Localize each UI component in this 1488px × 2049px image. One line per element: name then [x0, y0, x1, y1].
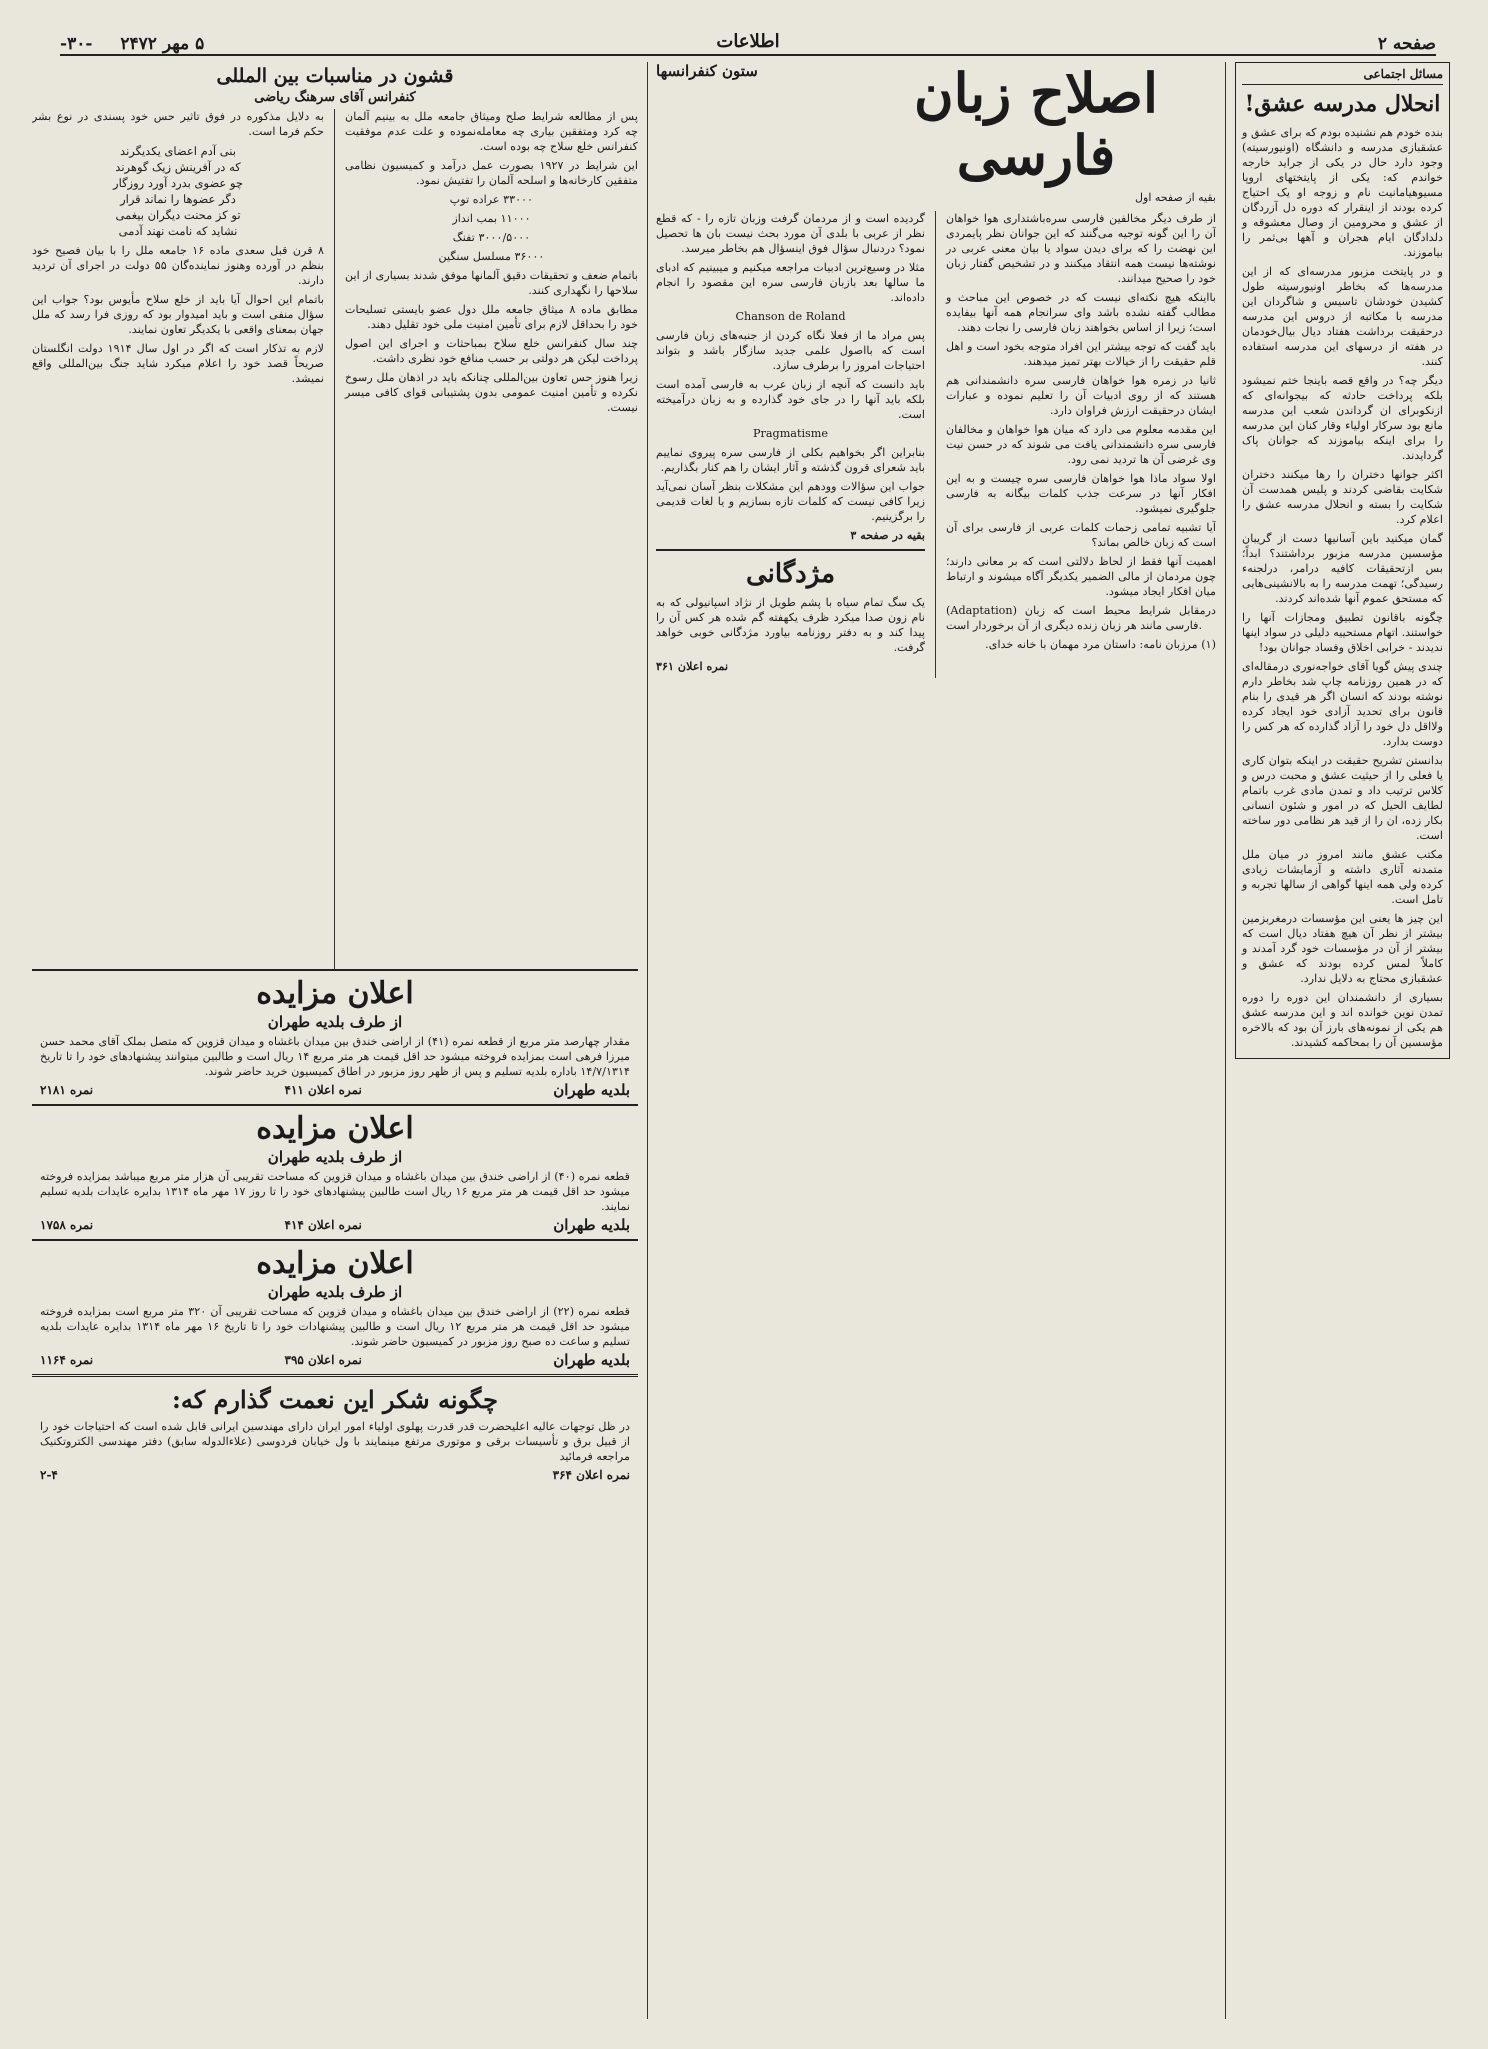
paragraph: این مقدمه معلوم می دارد که میان هوا خواهان و مخالفان فارسی سره دانشمندانی یافت می شوند که در حسن نیت وی غرضی آن ها تردید نمی رود.: [946, 423, 1216, 466]
conference-col-1: [345, 109, 638, 969]
inner-rule: [935, 211, 936, 678]
paragraph: (Adaptation) درمقابل شرایط محیط است که زبان فارسی مانند هر زبان زنده دیگری از آن برخوردار است.: [946, 604, 1216, 632]
auction-title: اعلان مزایده: [256, 1111, 414, 1146]
paragraph: بنده خودم هم نشنیده بودم که برای عشق و عشقبازی مدرسه و دانشگاه (اونیورسیته) وجود دارد حال در یکی از جراید خارجه خواندم که: یکی از پایتختهای اروپا مسیوهیامانیت نام و زوجه او یک احتیاج کرده بودند از اینقرار که دوره دل آزردگان از عشق و محرومین از وصال معشوقه و دلدادگان ایام هجران و آهها بی‌ثمر را بیاموزند.: [1242, 126, 1443, 259]
title-wrap: [856, 62, 1216, 211]
conference-body: [32, 109, 638, 969]
auction-ad-number: نمره اعلان ۳۹۵: [284, 1353, 362, 1367]
poem: [32, 143, 324, 239]
paragraph: این چیز ها یعنی این مؤسسات درمغربزمین بیشتر از نظر آن هیچ هفتاد دیال است که بیشتر از آن در مؤسسات خود گرد آمدند و کاملاً لمس کرده بودند که عشق و عشقبازی محتاج به دلایل ندارد.: [1242, 912, 1443, 985]
social-issues-box: [1235, 62, 1450, 1059]
paragraph: مطابق ماده ۸ میثاق جامعه ملل دول عضو بایستی تسلیحات خود را بحداقل لازم برای تأمین امنیت ملی خود تقلیل دهند.: [345, 303, 638, 331]
issue-date: ۵ مهر ۲۴۷۲: [120, 34, 205, 54]
paragraph: چند سال کنفرانس خلع سلاح بمباحثات و اجرای این اصول پرداخت لیکن هر دولتی بر حسب منافع خود نظری داشت.: [345, 337, 638, 365]
paragraph: اولا سواد ماذا هوا خواهان فارسی سره چیست و به این افکار آنها در سرعت جذب کلمات بیگانه به فارسی جلوگیری نمیشود.: [946, 472, 1216, 515]
reward-ad: [656, 549, 925, 674]
left-block: [32, 62, 638, 2019]
auction-ad-number: نمره اعلان ۴۱۴: [284, 1218, 362, 1232]
paragraph: ثانیا در زمره هوا خواهان فارسی سره دانشمندانی هم هستند که از روی ادبیات آن را تعلیم نموده و عبارات ایشان درحقیقت ارزش فراوان دارد.: [946, 374, 1216, 417]
paragraph: پس از مطالعه شرایط صلح ومیثاق جامعه ملل به بینیم آلمان چه کرد ومتفقین بیاری چه معامله‌نموده و علت عدم موفقیت کنفرانس خلع سلاح چه بوده است.: [345, 110, 638, 153]
auction-ad-number: نمره اعلان ۴۱۱: [284, 1083, 362, 1097]
paragraph: مثلا در وسیع‌ترین ادبیات مراجعه میکنیم و میبینیم که ادبای ما سالها بعد بازبان فارسی سره این مقصود را انجام داده‌اند.: [656, 261, 926, 304]
auction-title: اعلان مزایده: [256, 1246, 414, 1281]
poem-line: نشاید که نامت نهند آدمی: [118, 224, 238, 238]
poem-line: بنی آدم اعضای یکدیگرند: [120, 144, 236, 158]
paragraph: باید دانست که آنچه از زبان عرب به فارسی آمده است بلکه باید آنها را در جای خود گذارده و به زبان درآمیخته است.: [656, 378, 926, 421]
paragraph: اکثر جوانها دختران را رها میکنند دختران شکایت بقاضی کردند و پلیس همدست آن شکایت را بسته و انحلال مدرسه عشق را اعلام کرد.: [1242, 468, 1443, 526]
section-label: مسائل اجتماعی: [1242, 67, 1443, 85]
thanks-footer: [40, 1468, 630, 1483]
auction-footer: [40, 1353, 630, 1368]
paragraph: چندی پیش گویا آقای خواجه‌نوری درمقاله‌ای که در همین روزنامه چاپ شد بخاطر دارم نوشته بودند که انسان اگر هر قیدی را بنام قانون برای تحدید آزادی خود ایجاد کرده ولااقل دل خود را آزاد گذارده که هر کس را دوست بدارد.: [1242, 660, 1443, 748]
paragraph: چگونه باقانون تطبیق ومجازات آنها را خواستند. اتهام مستحییه دلیلی در سواد اینها ندیدند - خرابی اخلاق وفساد جوانان بود!: [1242, 611, 1443, 654]
paragraph: گردیده است و از مردمان گرفت وزبان تازه را - که قطع نظر از عربی با بلدی آن مورد بحث نیست بان ها تحصیل نمود؟ دردنبال سؤال فوق اینسؤال هم بخاطر میرسد.: [656, 212, 926, 255]
paragraph: بااینکه هیچ نکته‌ای نیست که در خصوص این مباحث و مطالب گفته نشده باشد وای سرانجام همه آنها بیفایده است؛ زیرا از اساس بخواهند زبان فارسی را نجات دهند.: [946, 291, 1216, 334]
paragraph: به دلایل مذکوره در فوق تاثیر حس خود پسندی در نوع بشر حکم فرما است.: [32, 110, 325, 138]
paragraph: زیرا هنوز حس تعاون بین‌المللی چنانکه باید در اذهان ملل رسوخ نکرده و تأمین امنیت عمومی بدون پشتیبانی قوای کافی میسر نیست.: [345, 371, 638, 414]
auction-signature: بلدیه طهران: [553, 1351, 630, 1369]
paragraph: بسیاری از دانشمندان این دوره را دوره تمدن نوین خوانده اند و این مدرسه عشق هم یکی از نمونه‌های بارز آن بود که بالاخره مؤسسین آن را بمحاکمه کشیدند.: [1242, 991, 1443, 1049]
list-item: ۳۳۰۰۰ عراده توپ: [449, 193, 534, 206]
column-rule: [1225, 62, 1226, 2019]
auction-text: قطعه نمره (۴۰) از اراضی خندق بین میدان باغشاه و میدان قزوین که مساحت تقریبی آن هزار متر مربع میباشد بمزایده فروخته میشود حد اقل قیمت هر متر مربع ۱۶ ریال است طالبین پیشنهادهای خود را تا روز ۱۷ مهر ماه ۱۳۱۴ بدایره عایدات بلدیه تسلیم نمایند.: [40, 1170, 630, 1213]
article-title: انحلال مدرسه عشق!: [1244, 91, 1441, 117]
paragraph: مکتب عشق مانند امروز در میان ملل متمدنه آثاری داشته و آزمایشات زیادی کرده ولی همه اینها گواهی از سالها تجربه و تامل است.: [1242, 848, 1443, 906]
thanks-ad-number: نمره اعلان ۳۶۴: [552, 1468, 630, 1482]
thanks-title: چگونه شکر این نعمت گذارم که:: [171, 1385, 499, 1414]
auction-ad: [32, 1104, 638, 1239]
thanks-ref: ۲-۴: [40, 1468, 58, 1482]
poem-line: که در آفرینش زیک گوهرند: [115, 160, 241, 174]
reward-text: یک سگ تمام سیاه با پشم طویل از نژاد اسپانیولی که به نام زون صدا میکرد ظرف یکهفته گم شده هر کس آن را پیدا کند و به دفتر روزنامه بیاورد مژدگانی خوبی خواهد گرفت.: [656, 596, 926, 654]
paragraph: اهمیت آنها فقط از لحاظ دلالتی است که بر معانی دارند؛ چون مردمان از مالی الضمیر یکدیگر آگاه میشوند و ارتباط میان افکار ایجاد میشود.: [946, 555, 1216, 598]
article-body: [656, 211, 1216, 678]
thanks-text: در ظل توجهات عالیه اعلیحضرت قدر قدرت پهلوی اولیاء امور ایران دارای مهندسین ایرانی قابل شده است که احتیاجات خود را از قبیل برق و تأسیسات برقی و موتوری مرتفع مینمایند با ول خیابان فردوسی (علاءالدوله سابق) دفتر مهندسی الکتروتکنیک مراجعه فرمائید: [40, 1420, 630, 1463]
paragraph: دیگر چه؟ در واقع قصه باینجا ختم نمیشود بلکه پرداخت حادثه که بیجوانه‌ای که ازنکوبرای ان گرداندن شعب این مدرسه مانع بود سرکار اولیاء وقار کنان این مدرسه را برای اینکه بیاموزند که جوانان پاک گردایدند.: [1242, 374, 1443, 462]
paragraph: آیا تشبیه تمامی زحمات کلمات عربی از فارسی برای آن است که زبان خالص بماند؟: [946, 521, 1216, 549]
auction-subtitle: از طرف بلدیه طهران: [267, 1283, 403, 1301]
continued-note: بقیه در صفحه ۳: [850, 528, 926, 542]
paragraph: و در پایتخت مزبور مدرسه‌ای که از این مدرسه‌ها که بخاطر اونیورسیته طول کشیدن خودشان تاسیس و شاگردان این مدرسه با مکاتبه از دروس این مدرسه درحقیقت برداشت هفتاد دیال بیال‌خودمان در هفته از درسهای این مدرسه استفاده کنند.: [1242, 265, 1443, 368]
poem-line: چو عضوی بدرد آورد روزگار: [113, 176, 243, 190]
paragraph: جواب این سؤالات وودهم این مشکلات بنظر آسان نمی‌آید زیرا کافی نیست که کلمات تازه بسازیم و یا لغات قدیمی را برگزینیم.: [656, 480, 926, 523]
auction-signature: بلدیه طهران: [553, 1081, 630, 1099]
reward-title: مژدگانی: [745, 559, 836, 589]
page-label: صفحه ۲: [1377, 34, 1436, 54]
article-title: اصلاح زبان فارسی: [914, 62, 1158, 187]
page-number: -۳۰-: [60, 34, 93, 54]
masthead-left: [60, 34, 204, 54]
social-issues-column: [1235, 62, 1450, 2019]
auction-signature: بلدیه طهران: [553, 1216, 630, 1234]
thanks-ad: [32, 1374, 638, 1489]
auction-text: مقدار چهارصد متر مربع از قطعه نمره (۴۱) از اراضی خندق بین میدان باغشاه و میدان قزوین که متصل بملک آقای محمد حسن میرزا فرهی است بمزایده فروخته میشود حد اقل قیمت هر متر مربع ۱۴ ریال است و طالبین میتوانند پیشنهادهای خود را تا تاریخ ۱۴/۷/۱۳۱۴ باداره بلدیه تسلیم و پس از ظهر روز مزبور در اطاق کمیسیون خرید حاضر شوند.: [40, 1035, 630, 1078]
latin-term: Pragmatisme: [752, 427, 829, 440]
auction-subtitle: از طرف بلدیه طهران: [267, 1148, 403, 1166]
auction-subtitle: از طرف بلدیه طهران: [267, 1013, 403, 1031]
article-header: [656, 62, 1216, 211]
paragraph: از طرف دیگر مخالفین فارسی سره‌باشتداری هوا خواهان آن را این گونه توجیه می‌گنند که این جوانان نظر پایمردی این نهضت را که برای دیدن سواد یا بیان معنی عربی در نوشته‌ها نیست همه انتقاد میکنند و در تشخیص گفتار زبان خود را صحیح میدانند.: [946, 212, 1216, 285]
auction-footer: [40, 1218, 630, 1233]
conference-col-2: [32, 109, 324, 969]
paragraph: باتمام ضعف و تحقیقات دقیق آلمانها موفق شدند بسیاری از این سلاحها را نگهداری کنند.: [345, 269, 638, 297]
conference-title: قشون در مناسبات بین المللی: [216, 65, 454, 87]
conference-subtitle: کنفرانس آقای سرهنگ ریاضی: [254, 90, 416, 105]
paragraph: پس مراد ما از فعلا نگاه کردن از جنبه‌های زبان فارسی است که بااصول علمی جدید سازگار باشد و بتواند احتیاجات امروز را برطرف سازد.: [656, 329, 926, 372]
auction-ref: نمره ۱۱۶۴: [40, 1353, 94, 1367]
article-col-a: [946, 211, 1216, 678]
auction-text: قطعه نمره (۲۲) از اراضی خندق بین میدان باغشاه و میدان قزوین که مساحت تقریبی آن ۳۲۰ متر مربع است بمزایده فروخته میشود حد اقل قیمت هر متر مربع ۱۲ ریال است و طالبین پیشنهادات خود را تا تاریخ ۱۶ مهر ماه ۱۳۱۴ بدایره عایدات بلدیه تسلیم و ساعت ده صبح روز مزبور در کمیسیون حاضر شوند.: [40, 1305, 630, 1348]
reward-ad-number: نمره اعلان ۳۶۱: [656, 659, 729, 673]
auction-ref: نمره ۱۷۵۸: [40, 1218, 94, 1232]
footnote: (۱) مرزبان نامه: داستان مرد مهمان با خانه خدای.: [985, 638, 1216, 651]
auction-ad: [32, 969, 638, 1104]
column-header: ستون کنفرانسها: [656, 62, 758, 80]
paragraph: بدانستن تشریح حقیقت در اینکه بتوان کاری یا فعلی را از حیثیت عشق و محبت درس و کلاس ترتیب داد و تمدن مادی غرب باتمام لطایف الحیل که در امور و شئون انسانی بکار زده، ان را از قید هر نظامی دور ساخته است.: [1242, 754, 1443, 842]
masthead: [60, 28, 1436, 56]
latin-term: Chanson de Roland: [735, 310, 846, 323]
poem-line: تو کز محنت دیگران بیغمی: [115, 208, 241, 222]
article-col-b: [656, 211, 925, 678]
paragraph: لازم به تذکار است که اگر در اول سال ۱۹۱۴ دولت انگلستان صریحاً قصد خود را اعلام میکرد شاید جنگ بین‌المللی واقع نمیشد.: [32, 342, 325, 385]
list-item: ۳۶۰۰۰ مسلسل سنگین: [438, 250, 545, 263]
auction-footer: [40, 1083, 630, 1098]
persian-reform-article: [656, 62, 1216, 2019]
inner-rule: [334, 109, 335, 969]
auction-title: اعلان مزایده: [256, 976, 414, 1011]
paragraph: بنابراین اگر بخواهیم بکلی از فارسی سره پیروی نماییم باید شعرای قرون گذشته و آثار ایشان را هم کنار بگذاریم.: [656, 446, 926, 474]
poem-line: دگر عضوها را نماند قرار: [120, 192, 236, 206]
auction-ad: [32, 1239, 638, 1374]
list-item: ۱۱۰۰۰ بمب انداز: [452, 212, 531, 225]
paragraph: این شرایط در ۱۹۲۷ بصورت عمل درآمد و کمیسیون نظامی متفقین کارخانه‌ها و اسلحه آلمان را تفتیش نمود.: [345, 159, 638, 187]
paragraph: باید گفت که توجه بیشتر این افراد متوجه بخود است و اهل قلم حقیقت را از خیالات بهتر تمیز میدهند.: [946, 340, 1216, 368]
continuation-note: بقیه از صفحه اول: [1135, 191, 1216, 204]
column-rule: [647, 62, 648, 2019]
paper-name: اطلاعات: [716, 31, 780, 52]
paragraph: باتمام این احوال آیا باید از خلع سلاح مأیوس بود؟ جواب این سؤال منفی است و باید امیدوار بود که روزی فرا رسد که ملل جهان بمعنای واقعی با یکدیگر تعاون نمایند.: [32, 293, 325, 336]
paragraph: گمان میکنید باین آسانیها دست از گریبان مؤسسین مدرسه مزبور برداشتند؟ ابداً؛ بس ازتحقیقات کافیه درامر، درلجنه‌ء رسیدگی؛ تهمت مدرسه را به بالانشینی‌هایی که مستحق عموم آنها شده‌اند کردند.: [1242, 532, 1443, 605]
list-item: ۳۰۰۰/۵۰۰۰ تفنگ: [452, 231, 531, 244]
paragraph: ۸ قرن قبل سعدی ماده ۱۶ جامعه ملل را با بیان فصیح خود بنظم در آورده وهنوز نماینده‌گان ۵۵ دولت در اجرای آن تردید دارند.: [32, 244, 325, 287]
auction-ref: نمره ۲۱۸۱: [40, 1083, 94, 1097]
